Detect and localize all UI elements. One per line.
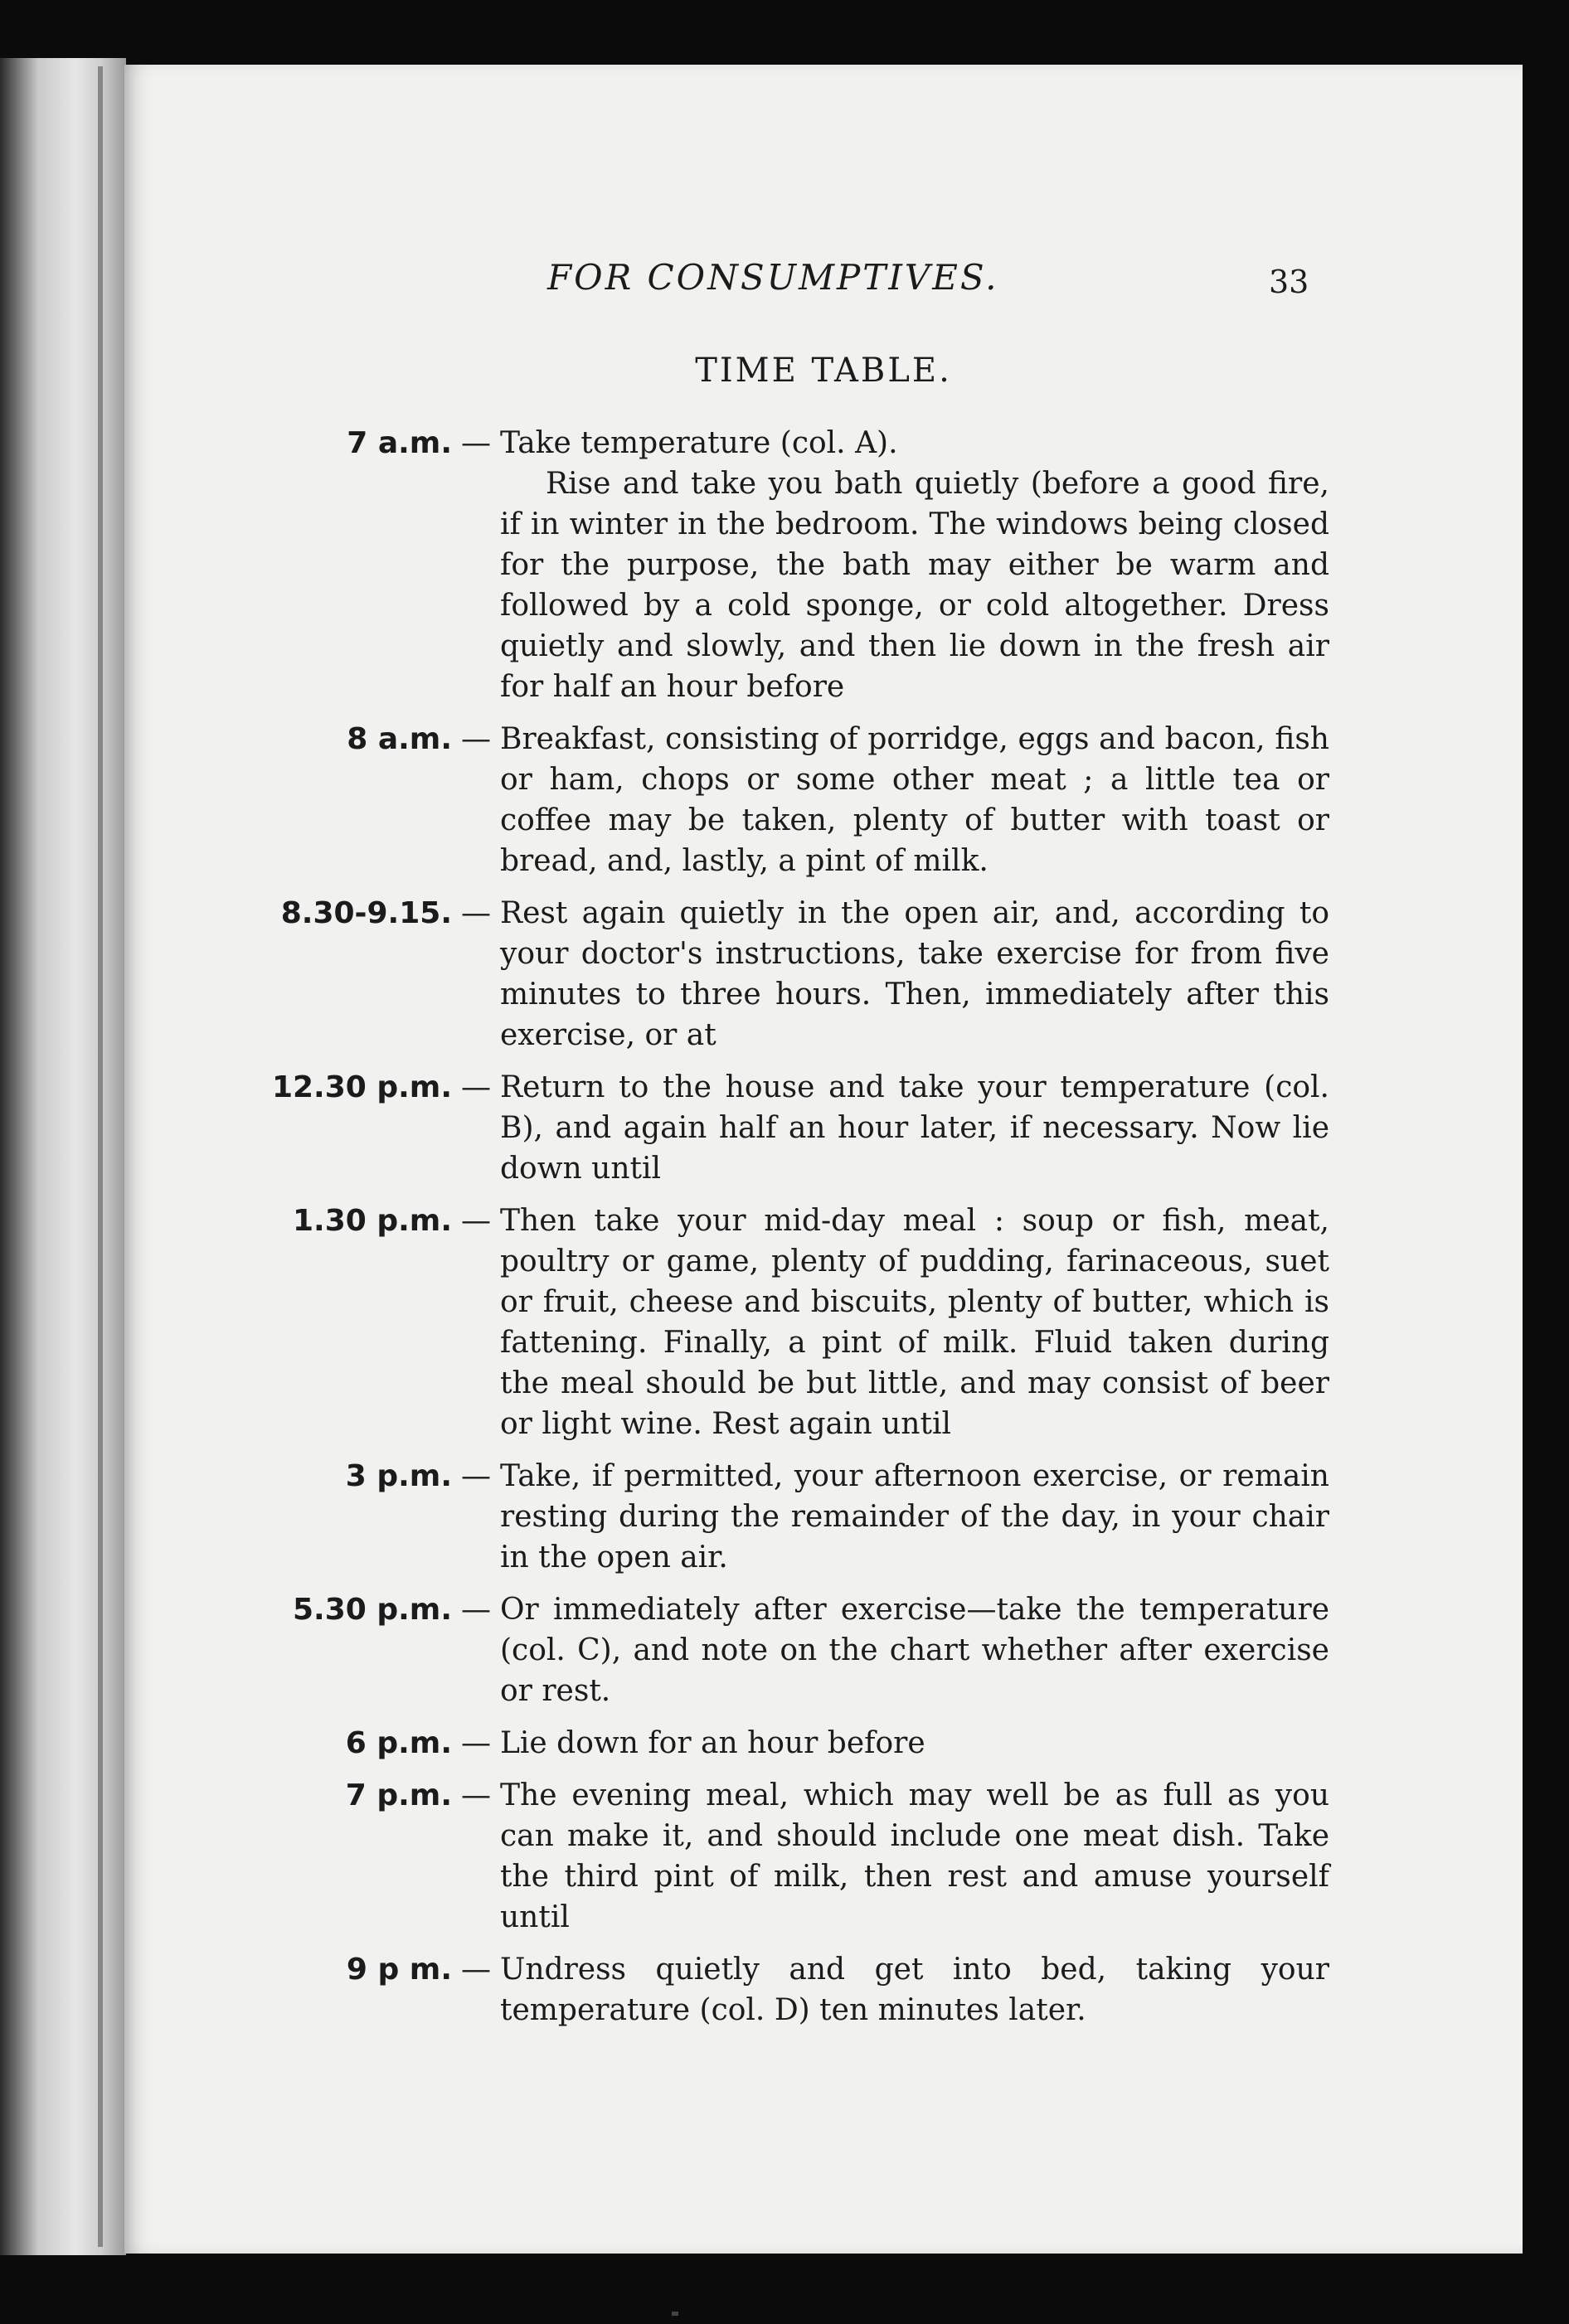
entry-time: 5.30 p.m. [293, 1593, 452, 1627]
entry-paragraph: Rise and take you bath quietly (before a good fire, if in winter in the bedroom. The windows being closed for the purpose, the bath may either be warm and followed by a cold sponge, or cold altogether. Dress quietly and slowly, and then lie down in the fresh air for half an hour before [500, 467, 1329, 704]
entry-paragraph: The evening meal, which may well be as full as you can make it, and should include one meat dish. Take the third pint of milk, then rest and amuse yourself until [500, 1778, 1329, 1934]
entry-description [500, 1589, 1329, 1711]
entry-description [500, 1775, 1329, 1938]
entry-time: 12.30 p.m. [271, 1070, 452, 1104]
entry-paragraph: Take temperature (col. A). [500, 426, 898, 460]
entry-paragraph: Take, if permitted, your afternoon exercise, or remain resting during the remainder of the day, in your chair in the open air. [500, 1459, 1329, 1574]
book-spine [98, 66, 103, 2247]
time-table-entry [124, 1589, 1523, 1711]
entry-time: 8 a.m. [347, 722, 452, 756]
time-table-entry [124, 1949, 1523, 2030]
time-table-entry [124, 1456, 1523, 1578]
entry-dash: — [461, 1070, 491, 1104]
entry-dash: — [461, 426, 491, 460]
page-header [124, 257, 1523, 315]
time-table-entry [124, 1775, 1523, 1938]
entry-paragraph: Breakfast, consisting of porridge, eggs and bacon, fish or ham, chops or some other meat ; a little tea or coffee may be taken, plenty of butter with toast or bread, and, lastly, a pint of milk. [500, 722, 1329, 878]
entry-description [500, 1201, 1329, 1444]
entry-time: 7 p.m. [345, 1778, 452, 1812]
entry-description [500, 1723, 1329, 1764]
time-table-entry [124, 1067, 1523, 1189]
entry-dash: — [461, 1459, 491, 1493]
entry-description [500, 1067, 1329, 1189]
section-title: TIME TABLE. [695, 352, 952, 390]
entry-paragraph: Return to the house and take your temperature (col. B), and again half an hour later, if necessary. Now lie down until [500, 1070, 1329, 1186]
entry-description [500, 423, 1329, 707]
entry-time: 6 p.m. [345, 1726, 452, 1760]
entry-paragraph: Lie down for an hour before [500, 1726, 925, 1760]
entry-paragraph: Or immediately after exercise—take the temperature (col. C), and note on the chart whether after exercise or rest. [500, 1593, 1329, 1708]
entry-description [500, 1456, 1329, 1578]
entry-dash: — [461, 896, 491, 930]
entry-paragraph: Undress quietly and get into bed, taking your temperature (col. D) ten minutes later. [500, 1953, 1329, 2027]
time-table-entry [124, 719, 1523, 881]
entry-description [500, 1949, 1329, 2030]
time-table-entry [124, 423, 1523, 707]
entry-dash: — [461, 1593, 491, 1627]
entry-dash: — [461, 722, 491, 756]
entry-time: 8.30-9.15. [280, 896, 452, 930]
time-table-entry [124, 893, 1523, 1055]
entry-dash: — [461, 1778, 491, 1812]
left-page-edge [0, 58, 126, 2255]
entry-dash: — [461, 1204, 491, 1238]
print-mark [672, 2312, 678, 2316]
book-page [124, 65, 1523, 2254]
running-head: FOR CONSUMPTIVES. [547, 257, 999, 298]
time-table-entry [124, 1723, 1523, 1764]
entry-dash: — [461, 1953, 491, 1987]
entry-paragraph: Rest again quietly in the open air, and, according to your doctor's instructions, take exercise for from five minutes to three hours. Then, immediately after this exercise, or at [500, 896, 1329, 1052]
page-number: 33 [1269, 264, 1309, 300]
entry-description [500, 719, 1329, 881]
entry-time: 9 p m. [346, 1953, 452, 1987]
entry-description [500, 893, 1329, 1055]
entry-paragraph: Then take your mid-day meal : soup or fish, meat, poultry or game, plenty of pudding, farinaceous, suet or fruit, cheese and biscuits, plenty of butter, which is fattening. Finally, a pint of milk. Fluid taken during the meal should be but little, and may consist of beer or light wine. Rest again until [500, 1204, 1329, 1441]
entry-time: 7 a.m. [347, 426, 452, 460]
entry-time: 1.30 p.m. [293, 1204, 452, 1238]
time-table [124, 423, 1523, 2042]
entry-dash: — [461, 1726, 491, 1760]
entry-time: 3 p.m. [345, 1459, 452, 1493]
time-table-entry [124, 1201, 1523, 1444]
